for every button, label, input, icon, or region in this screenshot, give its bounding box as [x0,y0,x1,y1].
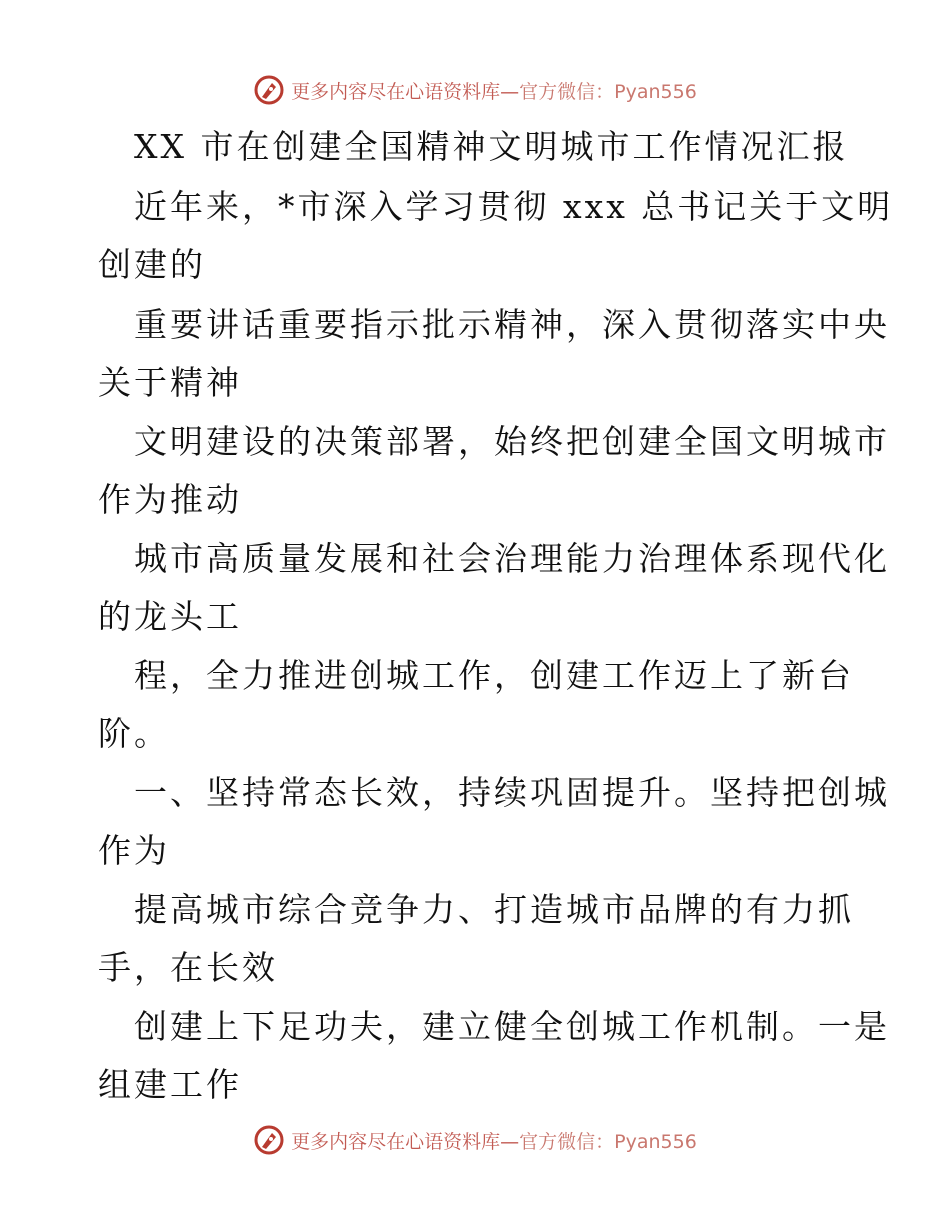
pen-nib-logo-icon [253,1124,285,1156]
paragraph-line: 作为推动 [98,480,242,519]
paragraph-line: 关于精神 [98,363,242,402]
paragraph-line: 一、坚持常态长效，持续巩固提升。坚持把创城 [134,773,890,812]
paragraph-line: 城市高质量发展和社会治理能力治理体系现代化 [134,539,890,578]
paragraph-line: 阶。 [98,714,170,753]
paragraph-line: 作为 [98,831,170,870]
watermark-text: 更多内容尽在心语资料库— [291,1130,520,1153]
paragraph-line: 程，全力推进创城工作，创建工作迈上了新台 [134,656,854,695]
paragraph-line: 的龙头工 [98,597,242,636]
watermark-text: 更多内容尽在心语资料库— [291,80,520,103]
paragraph-line: 近年来，*市深入学习贯彻 xxx 总书记关于文明 [134,187,894,226]
paragraph-line: 重要讲话重要指示批示精神，深入贯彻落实中央 [134,305,890,344]
paragraph-line: 提高城市综合竞争力、打造城市品牌的有力抓 [134,890,854,929]
footer-watermark [0,1120,950,1160]
pen-nib-logo-icon [253,74,285,106]
paragraph-line: 手，在长效 [98,948,278,987]
document-title: XX 市在创建全国精神文明城市工作情况汇报 [134,127,849,166]
paragraph-line: 文明建设的决策部署，始终把创建全国文明城市 [134,422,890,461]
paragraph-line: 组建工作 [98,1065,242,1104]
header-watermark [0,70,950,110]
paragraph-line: 创建上下足功夫，建立健全创城工作机制。一是 [134,1007,890,1046]
watermark-contact: 官方微信：Pyan556 [519,1130,697,1153]
watermark-contact: 官方微信：Pyan556 [519,80,697,103]
paragraph-line: 创建的 [98,245,206,284]
